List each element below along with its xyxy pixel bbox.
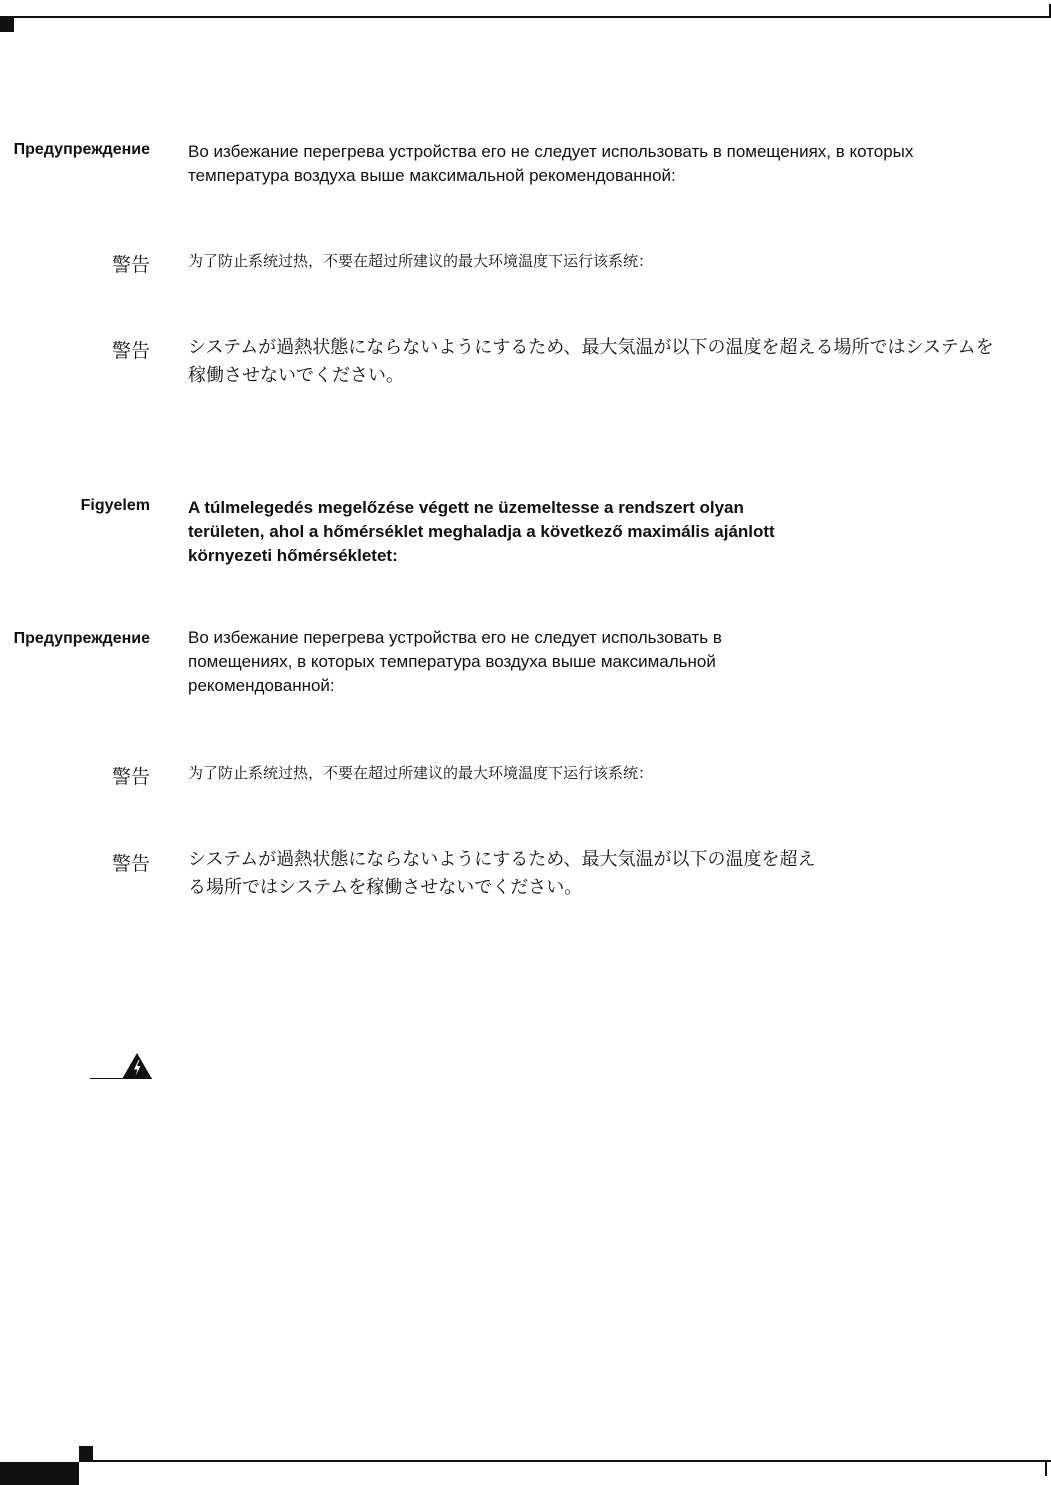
- header-rule: [0, 16, 1051, 18]
- warning-label-hungarian: Figyelem: [80, 497, 150, 514]
- warning-icon-rule: [90, 1078, 152, 1079]
- warning-label-russian-2: Предупреждение: [13, 630, 150, 647]
- warning-label-japanese-2: 警告: [111, 853, 150, 875]
- warning-text-russian-2: Во избежание перегрева устройства его не следует использовать в помещениях, в которых температура воздуха выше максимальной рекомендованной:: [188, 628, 722, 695]
- warning-text-chinese: 为了防止系统过热，不要在超过所建议的最大环境温度下运行该系统：: [188, 252, 654, 270]
- warning-text-russian: Во избежание перегрева устройства его не следует использовать в помещениях, в которых температура воздуха выше максимальной рекомендованной:: [188, 142, 914, 185]
- footer-corner-mark: [79, 1446, 93, 1460]
- warning-label-russian: Предупреждение: [13, 141, 150, 158]
- header-corner-mark: [0, 18, 14, 32]
- warning-label-japanese: 警告: [111, 340, 150, 362]
- footer-rule: [79, 1460, 1051, 1462]
- warning-text-japanese: システムが過熱状態にならないようにするため、最大気温が以下の温度を超える場所ではシステムを 稼働させないでください。: [188, 337, 994, 386]
- warning-text-chinese-2: 为了防止系统过热，不要在超过所建议的最大环境温度下运行该系统：: [188, 764, 654, 782]
- warning-label-chinese: 警告: [111, 254, 150, 276]
- footer-rule-end-mark: [1045, 1462, 1047, 1476]
- warning-icon: [121, 1052, 153, 1080]
- warning-text-japanese-2: システムが過熱状態にならないようにするため、最大気温が以下の温度を超え る場所ではシステムを稼働させないでください。: [188, 849, 816, 898]
- footer-page-tab: [0, 1462, 79, 1485]
- warning-label-chinese-2: 警告: [111, 766, 150, 788]
- warning-text-hungarian: A túlmelegedés megelőzése végett ne üzemeltesse a rendszert olyan területen, ahol a hőmérséklet meghaladja a következő maximális ajánlott környezeti hőmérsékletet:: [188, 498, 775, 565]
